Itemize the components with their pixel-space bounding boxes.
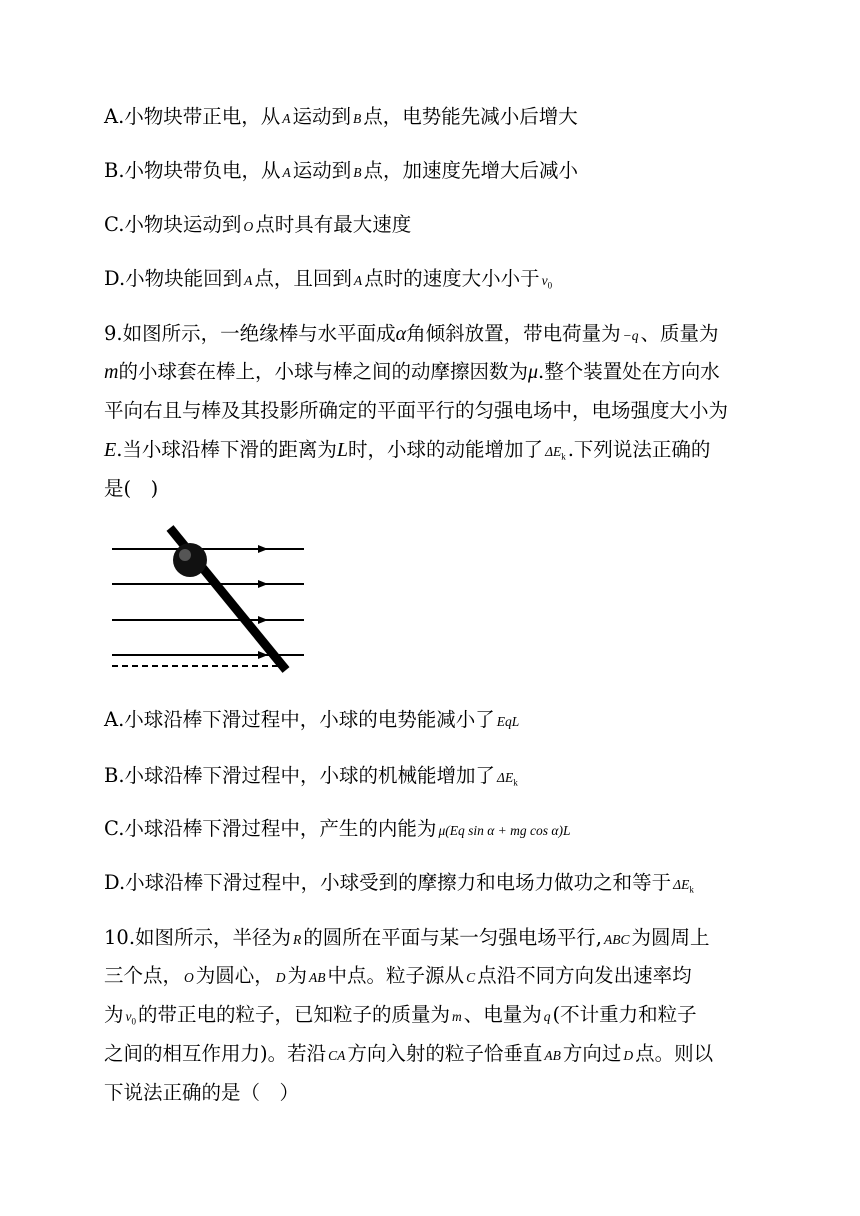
question-9-line-2: m的小球套在棒上，小球与棒之间的动摩擦因数为μ.整个装置处在方向水 xyxy=(104,360,720,383)
option-9b: B.小球沿棒下滑过程中，小球的机械能增加了 $\Delta E_k$ xyxy=(104,764,518,788)
option-8d: D.小物块能回到 A 点，且回到 A 点时的速度大小小于 $v_0$ xyxy=(104,267,553,291)
question-10-line-2: 三个点， O 为圆心， D 为 AB 中点。粒子源从 C 点沿不同方向发出速率均 xyxy=(104,964,692,987)
option-9d: D.小球沿棒下滑过程中，小球受到的摩擦力和电场力做功之和等于 $\Delta E_k$ xyxy=(104,871,694,895)
velocity-v0: $v_0$ xyxy=(541,273,553,291)
point-a: A xyxy=(282,111,291,126)
field-lines xyxy=(112,549,304,655)
question-9-line-1: 9.如图所示，一绝缘棒与水平面成α角倾斜放置，带电荷量为 −q 、质量为 xyxy=(104,322,719,345)
option-9a: A.小球沿棒下滑过程中，小球的电势能减小了 EqL xyxy=(104,708,520,731)
question-10-line-4: 之间的相互作用力)。若沿 CA 方向入射的粒子恰垂直 AB 方向过 D 点。则以 xyxy=(104,1042,714,1065)
point-b: B xyxy=(353,165,362,180)
question-9-line-5: 是( ) xyxy=(104,477,159,500)
question-10-line-3: 为 $v_0$ 的带正电的粒子，已知粒子的质量为 m 、电量为 q (不计重力和粒子 xyxy=(104,1003,697,1027)
point-b: B xyxy=(353,111,362,126)
point-a: A xyxy=(282,165,291,180)
option-8a: A.小物块带正电，从 A 运动到 B 点，电势能先减小后增大 xyxy=(104,105,578,128)
option-8b: B.小物块带负电，从 A 运动到 B 点，加速度先增大后减小 xyxy=(104,159,579,182)
point-a: A xyxy=(244,273,253,288)
option-8c: C.小物块运动到 O 点时具有最大速度 xyxy=(104,213,412,236)
point-a: A xyxy=(353,273,363,288)
question-9-line-3: 平向右且与棒及其投影所确定的平面平行的匀强电场中，电场强度大小为 xyxy=(104,399,729,422)
charged-ball xyxy=(173,543,207,577)
question-10-line-1: 10.如图所示，半径为 R 的圆所在平面与某一匀强电场平行, ABC 为圆周上 xyxy=(104,926,710,949)
question-10-line-5: 下说法正确的是（ ） xyxy=(104,1081,300,1104)
rod-field-figure xyxy=(108,524,318,674)
option-9c: C.小球沿棒下滑过程中，产生的内能为 μ(Eq sin α + mg cos α)L xyxy=(104,817,571,840)
question-9-line-4: E.当小球沿棒下滑的距离为L时，小球的动能增加了 $\Delta E_k$ .下列说法正确的 xyxy=(104,438,711,462)
point-o: O xyxy=(243,219,254,234)
